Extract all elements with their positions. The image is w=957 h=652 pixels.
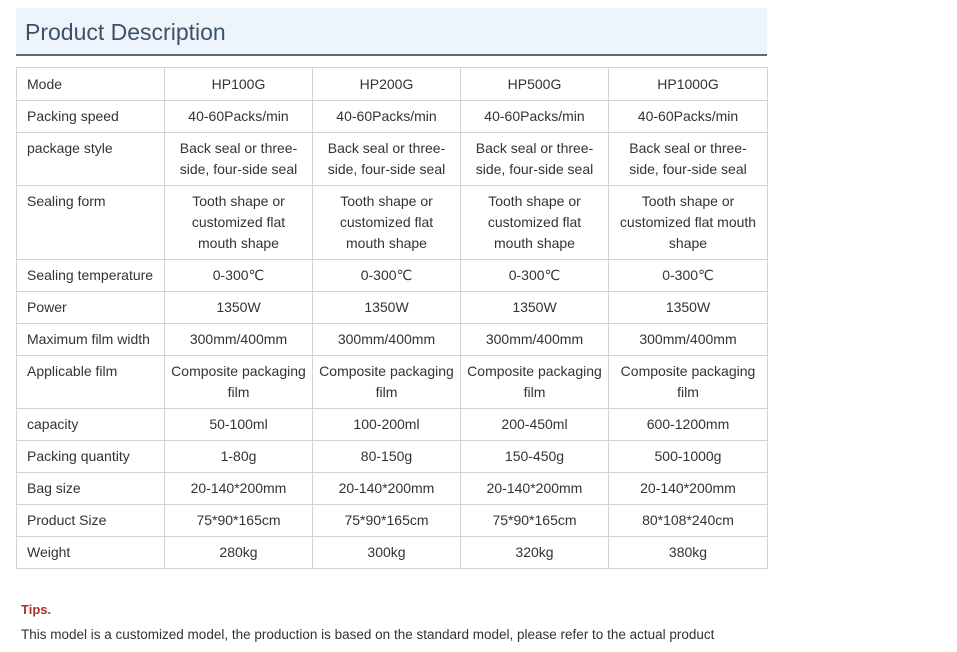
- spec-value: 1350W: [609, 292, 768, 324]
- spec-label: Product Size: [17, 505, 165, 537]
- table-row: [17, 68, 768, 101]
- table-row: [17, 409, 768, 441]
- spec-value: 150-450g: [461, 441, 609, 473]
- spec-label: Maximum film width: [17, 324, 165, 356]
- spec-value: 0-300℃: [165, 260, 313, 292]
- spec-value: 1350W: [313, 292, 461, 324]
- spec-value: Tooth shape or customized flat mouth shape: [165, 186, 313, 260]
- spec-table: [16, 67, 768, 569]
- table-row: [17, 537, 768, 569]
- model-name: HP500G: [461, 68, 609, 101]
- spec-value: Back seal or three-side, four-side seal: [609, 133, 768, 186]
- spec-value: 0-300℃: [313, 260, 461, 292]
- spec-value: Tooth shape or customized flat mouth shape: [609, 186, 768, 260]
- spec-value: 100-200ml: [313, 409, 461, 441]
- spec-value: 40-60Packs/min: [609, 101, 768, 133]
- spec-value: 600-1200mm: [609, 409, 768, 441]
- spec-label: Mode: [17, 68, 165, 101]
- model-name: HP100G: [165, 68, 313, 101]
- spec-label: Sealing form: [17, 186, 165, 260]
- model-name: HP1000G: [609, 68, 768, 101]
- spec-label: capacity: [17, 409, 165, 441]
- table-row: [17, 473, 768, 505]
- table-row: [17, 133, 768, 186]
- spec-value: Tooth shape or customized flat mouth shape: [313, 186, 461, 260]
- section-header: [16, 8, 767, 56]
- spec-value: 40-60Packs/min: [165, 101, 313, 133]
- table-row: [17, 292, 768, 324]
- spec-value: 380kg: [609, 537, 768, 569]
- spec-label: Bag size: [17, 473, 165, 505]
- spec-value: 0-300℃: [609, 260, 768, 292]
- section-title: Product Description: [25, 19, 226, 45]
- spec-value: 280kg: [165, 537, 313, 569]
- spec-value: 20-140*200mm: [165, 473, 313, 505]
- spec-value: 1-80g: [165, 441, 313, 473]
- tips-text: This model is a customized model, the production is based on the standard model, please refer to the actual product: [21, 627, 715, 642]
- spec-label: Power: [17, 292, 165, 324]
- spec-value: 300kg: [313, 537, 461, 569]
- spec-value: Back seal or three-side, four-side seal: [165, 133, 313, 186]
- spec-value: 75*90*165cm: [461, 505, 609, 537]
- spec-value: Back seal or three-side, four-side seal: [461, 133, 609, 186]
- spec-value: 80*108*240cm: [609, 505, 768, 537]
- tips-label: Tips.: [21, 602, 52, 617]
- spec-value: 1350W: [165, 292, 313, 324]
- spec-value: Composite packaging film: [313, 356, 461, 409]
- table-row: [17, 441, 768, 473]
- spec-value: Composite packaging film: [165, 356, 313, 409]
- spec-value: 50-100ml: [165, 409, 313, 441]
- spec-value: 40-60Packs/min: [461, 101, 609, 133]
- table-row: [17, 356, 768, 409]
- spec-value: 75*90*165cm: [165, 505, 313, 537]
- table-row: [17, 324, 768, 356]
- spec-value: 20-140*200mm: [313, 473, 461, 505]
- spec-value: 320kg: [461, 537, 609, 569]
- spec-value: Tooth shape or customized flat mouth shape: [461, 186, 609, 260]
- table-row: [17, 260, 768, 292]
- spec-value: 500-1000g: [609, 441, 768, 473]
- spec-label: Packing quantity: [17, 441, 165, 473]
- table-row: [17, 101, 768, 133]
- spec-value: 300mm/400mm: [461, 324, 609, 356]
- spec-value: 0-300℃: [461, 260, 609, 292]
- spec-value: 20-140*200mm: [461, 473, 609, 505]
- model-name: HP200G: [313, 68, 461, 101]
- spec-value: Composite packaging film: [461, 356, 609, 409]
- spec-value: 200-450ml: [461, 409, 609, 441]
- spec-label: Sealing temperature: [17, 260, 165, 292]
- spec-label: package style: [17, 133, 165, 186]
- spec-label: Weight: [17, 537, 165, 569]
- spec-label: Packing speed: [17, 101, 165, 133]
- spec-value: Back seal or three-side, four-side seal: [313, 133, 461, 186]
- spec-value: 300mm/400mm: [609, 324, 768, 356]
- spec-value: 40-60Packs/min: [313, 101, 461, 133]
- spec-label: Applicable film: [17, 356, 165, 409]
- spec-value: 20-140*200mm: [609, 473, 768, 505]
- spec-value: Composite packaging film: [609, 356, 768, 409]
- table-row: [17, 505, 768, 537]
- spec-value: 75*90*165cm: [313, 505, 461, 537]
- spec-value: 300mm/400mm: [165, 324, 313, 356]
- spec-value: 300mm/400mm: [313, 324, 461, 356]
- table-row: [17, 186, 768, 260]
- spec-value: 80-150g: [313, 441, 461, 473]
- spec-value: 1350W: [461, 292, 609, 324]
